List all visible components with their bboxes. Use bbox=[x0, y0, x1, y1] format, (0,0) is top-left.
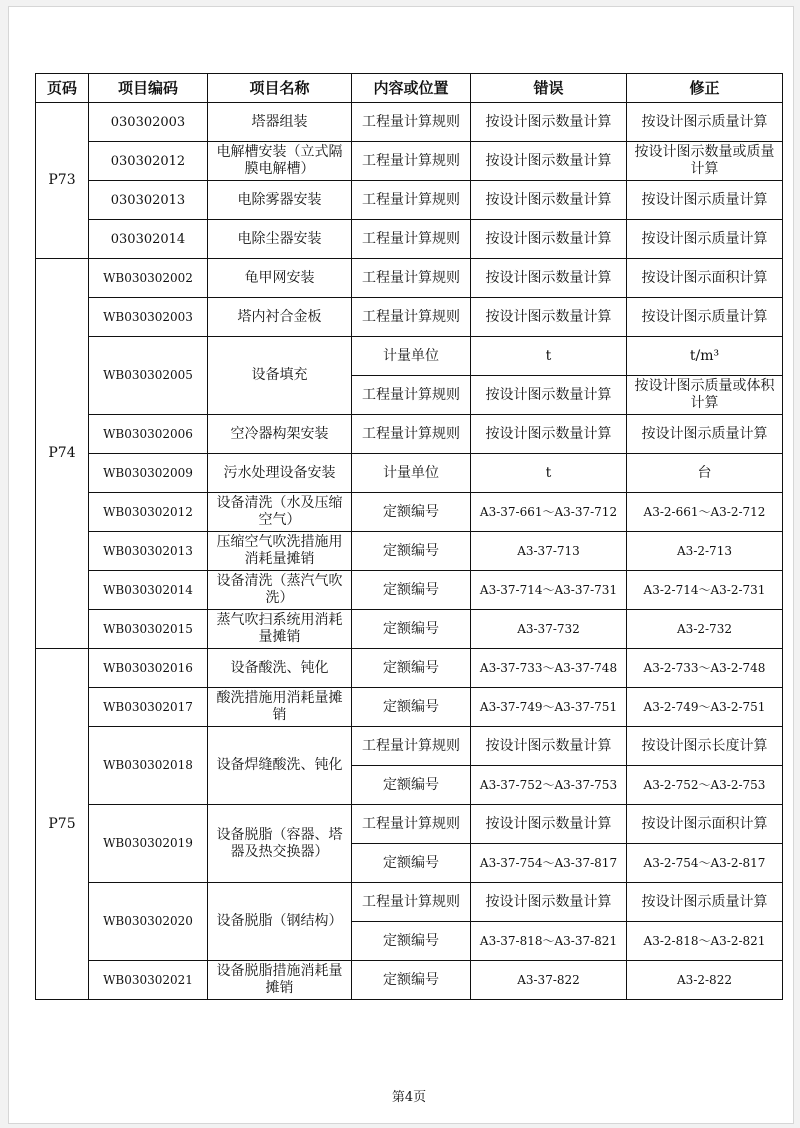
error-cell: 按设计图示数量计算 bbox=[471, 181, 627, 220]
error-cell: A3-37-752～A3-37-753 bbox=[471, 766, 627, 805]
error-cell: A3-37-818～A3-37-821 bbox=[471, 922, 627, 961]
item-code-cell: WB030302020 bbox=[89, 883, 208, 961]
error-cell: t bbox=[471, 337, 627, 376]
location-cell: 工程量计算规则 bbox=[352, 805, 471, 844]
table-row bbox=[36, 181, 783, 220]
table-row bbox=[36, 532, 783, 571]
correction-cell: 按设计图示质量计算 bbox=[627, 883, 783, 922]
error-cell: A3-37-749～A3-37-751 bbox=[471, 688, 627, 727]
correction-cell: 按设计图示长度计算 bbox=[627, 727, 783, 766]
table-row bbox=[36, 259, 783, 298]
correction-cell: 按设计图示质量计算 bbox=[627, 415, 783, 454]
error-cell: 按设计图示数量计算 bbox=[471, 220, 627, 259]
table-row bbox=[36, 337, 783, 376]
correction-cell: 台 bbox=[627, 454, 783, 493]
item-name-cell: 设备脱脂（钢结构） bbox=[208, 883, 352, 961]
item-name-cell: 设备脱脂（容器、塔器及热交换器） bbox=[208, 805, 352, 883]
correction-cell: A3-2-713 bbox=[627, 532, 783, 571]
header-page: 页码 bbox=[36, 74, 89, 103]
location-cell: 定额编号 bbox=[352, 844, 471, 883]
location-cell: 工程量计算规则 bbox=[352, 220, 471, 259]
page-number: 第4页 bbox=[391, 1090, 427, 1105]
page-ref-cell: P74 bbox=[36, 259, 89, 649]
location-cell: 工程量计算规则 bbox=[352, 727, 471, 766]
item-code-cell: 030302014 bbox=[89, 220, 208, 259]
document-page bbox=[8, 6, 794, 1124]
item-code-cell: WB030302021 bbox=[89, 961, 208, 1000]
error-cell: 按设计图示数量计算 bbox=[471, 259, 627, 298]
item-name-cell: 设备清洗（蒸汽气吹洗） bbox=[208, 571, 352, 610]
item-name-cell: 龟甲网安装 bbox=[208, 259, 352, 298]
correction-cell: t/m³ bbox=[627, 337, 783, 376]
error-cell: 按设计图示数量计算 bbox=[471, 883, 627, 922]
item-name-cell: 电解槽安装（立式隔膜电解槽） bbox=[208, 142, 352, 181]
item-name-cell: 设备焊缝酸洗、钝化 bbox=[208, 727, 352, 805]
error-cell: 按设计图示数量计算 bbox=[471, 805, 627, 844]
errata-table bbox=[35, 73, 783, 1000]
location-cell: 定额编号 bbox=[352, 649, 471, 688]
location-cell: 定额编号 bbox=[352, 766, 471, 805]
item-code-cell: WB030302017 bbox=[89, 688, 208, 727]
location-cell: 定额编号 bbox=[352, 532, 471, 571]
item-code-cell: 030302013 bbox=[89, 181, 208, 220]
header-row bbox=[36, 74, 783, 103]
error-cell: A3-37-754～A3-37-817 bbox=[471, 844, 627, 883]
item-name-cell: 塔内衬合金板 bbox=[208, 298, 352, 337]
table-row bbox=[36, 649, 783, 688]
location-cell: 工程量计算规则 bbox=[352, 883, 471, 922]
header-code: 项目编码 bbox=[89, 74, 208, 103]
error-cell: A3-37-713 bbox=[471, 532, 627, 571]
error-cell: t bbox=[471, 454, 627, 493]
item-name-cell: 设备清洗（水及压缩空气） bbox=[208, 493, 352, 532]
item-name-cell: 设备脱脂措施消耗量摊销 bbox=[208, 961, 352, 1000]
item-code-cell: 030302012 bbox=[89, 142, 208, 181]
error-cell: A3-37-733～A3-37-748 bbox=[471, 649, 627, 688]
page-ref-cell: P75 bbox=[36, 649, 89, 1000]
location-cell: 定额编号 bbox=[352, 922, 471, 961]
error-cell: 按设计图示数量计算 bbox=[471, 142, 627, 181]
item-code-cell: WB030302005 bbox=[89, 337, 208, 415]
header-location: 内容或位置 bbox=[352, 74, 471, 103]
item-code-cell: WB030302009 bbox=[89, 454, 208, 493]
error-cell: 按设计图示数量计算 bbox=[471, 415, 627, 454]
error-cell: 按设计图示数量计算 bbox=[471, 103, 627, 142]
table-row bbox=[36, 688, 783, 727]
correction-cell: 按设计图示面积计算 bbox=[627, 805, 783, 844]
table-row bbox=[36, 727, 783, 766]
table-row bbox=[36, 220, 783, 259]
table-row bbox=[36, 961, 783, 1000]
correction-cell: 按设计图示质量计算 bbox=[627, 220, 783, 259]
correction-cell: 按设计图示数量或质量计算 bbox=[627, 142, 783, 181]
error-cell: 按设计图示数量计算 bbox=[471, 727, 627, 766]
correction-cell: 按设计图示质量计算 bbox=[627, 181, 783, 220]
location-cell: 工程量计算规则 bbox=[352, 376, 471, 415]
location-cell: 计量单位 bbox=[352, 337, 471, 376]
errata-body bbox=[36, 103, 783, 1000]
error-cell: A3-37-822 bbox=[471, 961, 627, 1000]
location-cell: 定额编号 bbox=[352, 493, 471, 532]
table-row bbox=[36, 454, 783, 493]
header-name: 项目名称 bbox=[208, 74, 352, 103]
location-cell: 定额编号 bbox=[352, 688, 471, 727]
error-cell: 按设计图示数量计算 bbox=[471, 298, 627, 337]
item-name-cell: 酸洗措施用消耗量摊销 bbox=[208, 688, 352, 727]
correction-cell: A3-2-733～A3-2-748 bbox=[627, 649, 783, 688]
correction-cell: A3-2-822 bbox=[627, 961, 783, 1000]
correction-cell: 按设计图示质量计算 bbox=[627, 103, 783, 142]
item-code-cell: WB030302013 bbox=[89, 532, 208, 571]
item-code-cell: WB030302006 bbox=[89, 415, 208, 454]
error-cell: 按设计图示数量计算 bbox=[471, 376, 627, 415]
correction-cell: A3-2-714～A3-2-731 bbox=[627, 571, 783, 610]
error-cell: A3-37-661～A3-37-712 bbox=[471, 493, 627, 532]
correction-cell: 按设计图示质量或体积计算 bbox=[627, 376, 783, 415]
correction-cell: A3-2-661～A3-2-712 bbox=[627, 493, 783, 532]
error-cell: A3-37-714～A3-37-731 bbox=[471, 571, 627, 610]
table-row bbox=[36, 415, 783, 454]
item-code-cell: WB030302003 bbox=[89, 298, 208, 337]
item-name-cell: 电除雾器安装 bbox=[208, 181, 352, 220]
item-name-cell: 空冷器构架安装 bbox=[208, 415, 352, 454]
location-cell: 工程量计算规则 bbox=[352, 181, 471, 220]
location-cell: 计量单位 bbox=[352, 454, 471, 493]
header-error: 错误 bbox=[471, 74, 627, 103]
location-cell: 工程量计算规则 bbox=[352, 415, 471, 454]
location-cell: 工程量计算规则 bbox=[352, 142, 471, 181]
location-cell: 定额编号 bbox=[352, 610, 471, 649]
item-name-cell: 压缩空气吹洗措施用消耗量摊销 bbox=[208, 532, 352, 571]
item-code-cell: 030302003 bbox=[89, 103, 208, 142]
table-row bbox=[36, 142, 783, 181]
correction-cell: 按设计图示质量计算 bbox=[627, 298, 783, 337]
correction-cell: A3-2-732 bbox=[627, 610, 783, 649]
error-cell: A3-37-732 bbox=[471, 610, 627, 649]
page-ref-cell: P73 bbox=[36, 103, 89, 259]
item-name-cell: 电除尘器安装 bbox=[208, 220, 352, 259]
item-name-cell: 设备填充 bbox=[208, 337, 352, 415]
header-correction: 修正 bbox=[627, 74, 783, 103]
table-row bbox=[36, 805, 783, 844]
correction-cell: A3-2-818～A3-2-821 bbox=[627, 922, 783, 961]
location-cell: 工程量计算规则 bbox=[352, 259, 471, 298]
item-name-cell: 污水处理设备安装 bbox=[208, 454, 352, 493]
item-code-cell: WB030302012 bbox=[89, 493, 208, 532]
correction-cell: A3-2-749～A3-2-751 bbox=[627, 688, 783, 727]
location-cell: 工程量计算规则 bbox=[352, 103, 471, 142]
correction-cell: A3-2-754～A3-2-817 bbox=[627, 844, 783, 883]
item-code-cell: WB030302016 bbox=[89, 649, 208, 688]
item-code-cell: WB030302019 bbox=[89, 805, 208, 883]
item-code-cell: WB030302002 bbox=[89, 259, 208, 298]
table-row bbox=[36, 610, 783, 649]
table-row bbox=[36, 298, 783, 337]
item-code-cell: WB030302015 bbox=[89, 610, 208, 649]
location-cell: 定额编号 bbox=[352, 961, 471, 1000]
item-name-cell: 塔器组装 bbox=[208, 103, 352, 142]
item-name-cell: 蒸气吹扫系统用消耗量摊销 bbox=[208, 610, 352, 649]
location-cell: 工程量计算规则 bbox=[352, 298, 471, 337]
table-row bbox=[36, 103, 783, 142]
location-cell: 定额编号 bbox=[352, 571, 471, 610]
item-code-cell: WB030302018 bbox=[89, 727, 208, 805]
correction-cell: 按设计图示面积计算 bbox=[627, 259, 783, 298]
table-row bbox=[36, 571, 783, 610]
correction-cell: A3-2-752～A3-2-753 bbox=[627, 766, 783, 805]
item-name-cell: 设备酸洗、钝化 bbox=[208, 649, 352, 688]
item-code-cell: WB030302014 bbox=[89, 571, 208, 610]
table-row bbox=[36, 883, 783, 922]
table-row bbox=[36, 493, 783, 532]
